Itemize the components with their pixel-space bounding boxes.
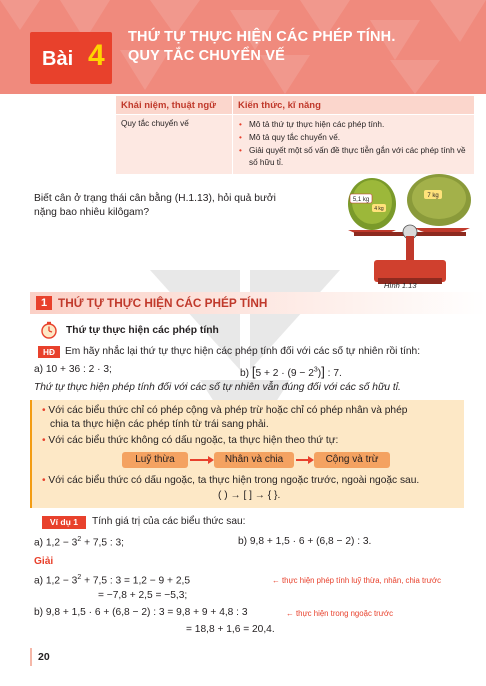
activity-note: Thứ tự thực hiện phép tính đối với các số tự nhiên vẫn đúng đối với các số hữu tỉ. [34, 382, 401, 393]
example-task-a: a) $1,2 - 3^2 + 7,5$ : 3; [34, 536, 124, 549]
page-number: 20 [38, 651, 50, 663]
solution-a-line1: a) $1,2 - 3^2 + 7,5$ : 3 = 1,2 − 9 + 2,5 [34, 574, 190, 587]
weight-label-small: 4 kg [374, 206, 384, 212]
solution-label: Giải [34, 556, 54, 567]
solution-b-line1: b) 9,8 + 1,5 · 6 + (6,8 − 2) : 3 = 9,8 + 9 + 4,8 : 3 [34, 607, 248, 618]
solution-a-hint: ← thực hiện phép tính luỹ thừa, nhân, chia trước [272, 576, 442, 585]
rule-2: • Với các biểu thức không có dấu ngoặc, ta thực hiện theo thứ tự: [42, 435, 339, 446]
concept-item: Quy tắc chuyển vế [121, 119, 189, 128]
skill-item: • Mô tả thứ tự thực hiện các phép tính. [239, 119, 467, 130]
order-step-exponent: Luỹ thừa [122, 452, 188, 468]
order-arrow [296, 459, 310, 461]
subsection-title: Thứ tự thực hiện các phép tính [66, 325, 219, 336]
lesson-header [0, 0, 486, 94]
table-cell-skills [233, 115, 474, 174]
section-number: 1 [36, 296, 52, 310]
skill-item: • Giải quyết một số vấn đề thực tiễn gắn với các phép tính về [239, 145, 467, 156]
rule-3: • Với các biểu thức có dấu ngoặc, ta thực hiện trong ngoặc trước, ngoài ngoặc sau. [42, 475, 420, 486]
table-header-concepts: Khái niệm, thuật ngữ [116, 96, 232, 114]
rule-1: • Với các biểu thức chỉ có phép cộng và phép trừ hoặc chỉ có phép nhân và phép chia ta thực hiện các phép tính từ trái sang phải. [42, 405, 408, 430]
figure-caption: Hình 1.13 [384, 281, 417, 290]
bracket-order: ( ) → [ ] → { }. [218, 490, 281, 501]
stopwatch-icon [40, 321, 58, 339]
example-prompt: Tính giá trị của các biểu thức sau: [92, 516, 246, 527]
order-step-multiply-divide: Nhân và chia [214, 452, 294, 468]
weight-label-right: 7 kg [427, 193, 439, 199]
lesson-number: 4 [88, 39, 105, 72]
order-arrow [190, 459, 210, 461]
example-task-b: b) 9,8 + 1,5 · 6 + (6,8 − 2) : 3. [238, 536, 372, 547]
lesson-title-line1: THỨ TỰ THỰC HIỆN CÁC PHÉP TÍNH. [128, 29, 396, 45]
skill-item-continued: số hữu tỉ. [249, 158, 284, 167]
activity-tag: HĐ [38, 346, 60, 358]
skill-item: • Mô tả quy tắc chuyển vế. [239, 132, 467, 143]
activity-task-a: a) 10 + 36 : 2 · 3; [34, 364, 112, 375]
solution-a-line2: = −7,8 + 2,5 = −5,3; [98, 590, 188, 601]
table-cell-concepts [116, 115, 232, 174]
solution-b-hint: ← thực hiện trong ngoặc trước [286, 609, 393, 618]
lesson-title [128, 28, 396, 66]
intro-line1: Biết cân ở trạng thái cân bằng (H.1.13), hỏi quả bưởi [34, 193, 276, 204]
activity-task-b: b) $[5 + 2 \cdot (9 - 2^3)]$ : 7. [240, 364, 342, 379]
skills-table [116, 96, 474, 174]
balance-scale-illustration [344, 172, 474, 290]
table-header-skills: Kiến thức, kĩ năng [233, 96, 474, 114]
lesson-title-line2: QUY TẮC CHUYỂN VẾ [128, 48, 286, 64]
example-tag: Ví dụ 1 [42, 516, 86, 529]
intro-line2: nặng bao nhiêu kilôgam? [34, 207, 150, 218]
order-step-add-subtract: Cộng và trừ [314, 452, 390, 468]
page-marker [30, 648, 32, 666]
solution-b-line2: = 18,8 + 1,6 = 20,4. [186, 624, 275, 635]
section-title: THỨ TỰ THỰC HIỆN CÁC PHÉP TÍNH [58, 296, 268, 310]
weight-label-left: 5,1 kg [352, 197, 370, 203]
activity-text: Em hãy nhắc lại thứ tự thực hiện các phép tính đối với các số tự nhiên rồi tính: [65, 346, 421, 357]
lesson-label: Bài [42, 48, 74, 70]
intro-question [34, 192, 334, 220]
